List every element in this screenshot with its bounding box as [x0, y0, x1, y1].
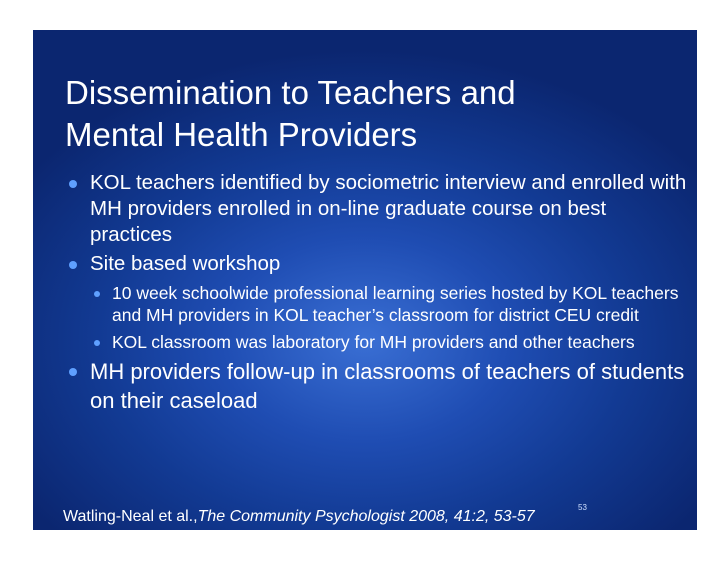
slide-number: 53: [578, 503, 587, 512]
bullet-text: MH providers follow-up in classrooms of teachers of students on their caseload: [90, 358, 685, 413]
slide: [33, 30, 697, 530]
sub-bullet-item: [89, 332, 693, 354]
citation-authors: Watling-Neal et al.,: [63, 508, 198, 525]
sub-bullet-text: KOL classroom was laboratory for MH providers and other teachers: [112, 332, 635, 352]
bullet-text: KOL teachers identified by sociometric interview and enrolled with MH providers enrolled in on-line graduate course on best practices: [90, 171, 687, 246]
bullet-item: [65, 251, 693, 277]
citation: [63, 508, 535, 526]
bullet-dot-icon: [69, 368, 77, 376]
slide-title: [65, 72, 685, 156]
bullet-item: [65, 170, 693, 248]
slide-title-line-1: Dissemination to Teachers and: [65, 74, 516, 111]
citation-source: The Community Psychologist 2008, 41:2, 53-57: [197, 508, 535, 525]
bullet-item: [65, 357, 693, 415]
sub-bullet-text: 10 week schoolwide professional learning series hosted by KOL teachers and MH providers in KOL teacher’s classroom for district CEU credit: [112, 283, 679, 325]
bullet-text: Site based workshop: [90, 252, 281, 275]
bullet-dot-icon: [69, 261, 77, 269]
sub-bullet-dot-icon: [94, 340, 100, 346]
sub-bullet-item: [89, 283, 693, 326]
sub-bullet-dot-icon: [94, 291, 100, 297]
slide-body: [65, 170, 693, 415]
bullet-dot-icon: [69, 180, 77, 188]
slide-title-line-2: Mental Health Providers: [65, 116, 418, 153]
